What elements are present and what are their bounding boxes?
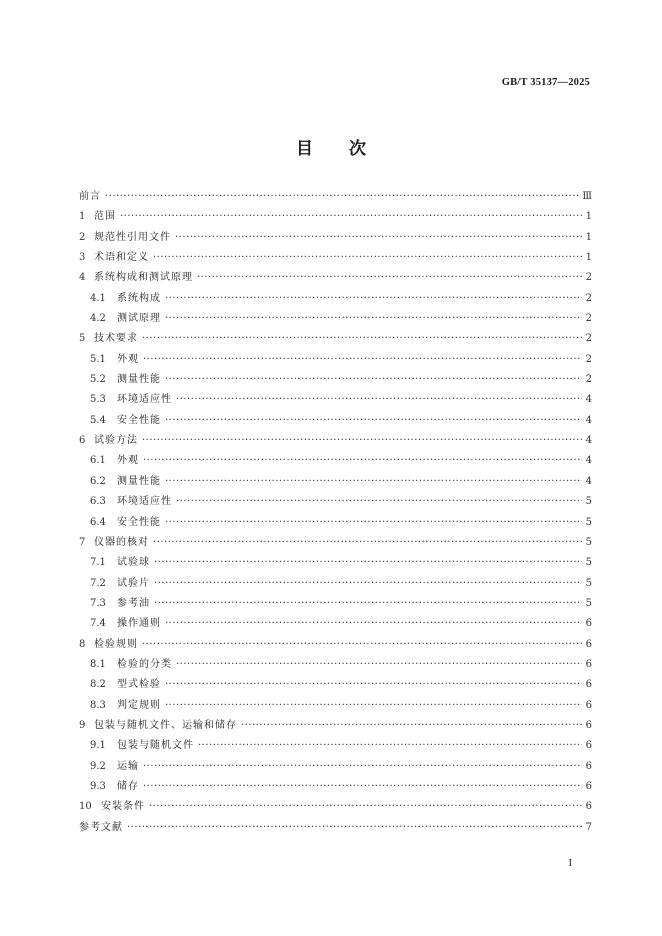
toc-entry-number: 8 — [79, 638, 86, 650]
toc-entry[interactable] — [79, 736, 592, 756]
toc-entry-label: 仪器的核对 — [94, 536, 149, 548]
toc-entry[interactable] — [79, 594, 592, 614]
toc-entry-label: 储存 — [117, 780, 139, 792]
toc-entry-page: 4 — [585, 455, 592, 467]
toc-entry-label: 包装与随机文件 — [117, 740, 194, 752]
toc-entry-page: 6 — [585, 780, 592, 792]
toc-entry-number: 6.4 — [90, 516, 106, 528]
toc-entry-page: 6 — [585, 760, 592, 772]
toc-entry[interactable] — [79, 513, 592, 533]
toc-entry-page: 2 — [585, 333, 592, 345]
toc-entry-label: 判定规则 — [117, 699, 161, 711]
toc-entry-label: 系统构成和测试原理 — [94, 272, 193, 284]
toc-entry-page: 4 — [585, 394, 592, 406]
toc-dot-leader — [142, 635, 582, 655]
toc-entry[interactable] — [79, 553, 592, 573]
table-of-contents — [79, 187, 592, 838]
toc-entry-page: 5 — [585, 557, 592, 569]
toc-entry-page: 2 — [585, 353, 592, 365]
toc-entry-label: 术语和定义 — [94, 252, 149, 264]
toc-entry-label: 规范性引用文件 — [94, 231, 171, 243]
toc-entry[interactable] — [79, 350, 592, 370]
toc-dot-leader — [165, 289, 582, 309]
toc-dot-leader — [241, 716, 582, 736]
toc-entry-number: 4 — [79, 272, 86, 284]
toc-entry-page: 5 — [585, 597, 592, 609]
toc-dot-leader — [176, 492, 582, 512]
toc-entry-number: 6 — [79, 435, 86, 447]
toc-entry-number: 2 — [79, 231, 86, 243]
toc-entry-page: 6 — [585, 801, 592, 813]
toc-entry-number: 6.2 — [90, 475, 106, 487]
toc-entry-number: 7.2 — [90, 577, 106, 589]
toc-dot-leader — [143, 451, 582, 471]
toc-entry-number: 6.1 — [90, 455, 106, 467]
toc-dot-leader — [142, 431, 582, 451]
toc-entry-page: 6 — [585, 740, 592, 752]
toc-entry-label: 试验方法 — [94, 435, 138, 447]
toc-entry[interactable] — [79, 248, 592, 268]
toc-entry-number: 5 — [79, 333, 86, 345]
toc-dot-leader — [153, 248, 582, 268]
toc-entry-label: 外观 — [117, 455, 139, 467]
toc-entry-page: 6 — [585, 618, 592, 630]
standard-number: GB/T 35137—2025 — [501, 77, 590, 88]
toc-entry-number: 3 — [79, 252, 86, 264]
toc-entry-page: 6 — [585, 658, 592, 670]
toc-entry[interactable] — [79, 675, 592, 695]
toc-entry[interactable] — [79, 268, 592, 288]
toc-entry-label: 试验片 — [117, 577, 150, 589]
toc-entry-label: 安全性能 — [117, 516, 161, 528]
toc-entry[interactable] — [79, 818, 592, 838]
toc-dot-leader — [142, 329, 582, 349]
toc-entry-number: 6.3 — [90, 496, 106, 508]
toc-entry-label: 运输 — [117, 760, 139, 772]
toc-entry-number: 1 — [79, 211, 86, 223]
toc-dot-leader — [105, 187, 580, 207]
toc-entry-page: 2 — [585, 374, 592, 386]
toc-entry-label: 参考文献 — [79, 821, 123, 833]
toc-entry[interactable] — [79, 635, 592, 655]
toc-entry-number: 4.1 — [90, 292, 106, 304]
toc-dot-leader — [153, 533, 582, 553]
toc-entry[interactable] — [79, 370, 592, 390]
toc-entry-page: 4 — [585, 435, 592, 447]
toc-entry-number: 5.2 — [90, 374, 106, 386]
toc-entry-label: 环境适应性 — [117, 496, 172, 508]
toc-entry-number: 9.2 — [90, 760, 106, 772]
toc-dot-leader — [176, 390, 582, 410]
toc-dot-leader — [165, 309, 582, 329]
toc-entry[interactable] — [79, 574, 592, 594]
toc-dot-leader — [198, 736, 582, 756]
toc-entry-label: 前言 — [79, 191, 101, 202]
toc-entry-page: 1 — [585, 211, 592, 223]
toc-dot-leader — [127, 818, 582, 838]
toc-entry-number: 8.3 — [90, 699, 106, 711]
toc-entry-page: 1 — [585, 231, 592, 243]
toc-entry-number: 7.1 — [90, 557, 106, 569]
toc-entry-label: 外观 — [117, 353, 139, 365]
toc-entry-page: 7 — [585, 821, 592, 833]
toc-entry-label: 系统构成 — [117, 292, 161, 304]
toc-dot-leader — [175, 228, 582, 248]
toc-entry-number: 8.1 — [90, 658, 106, 670]
toc-entry-page: 5 — [585, 496, 592, 508]
toc-entry-label: 操作通则 — [117, 618, 161, 630]
toc-entry-page: 6 — [585, 699, 592, 711]
toc-entry-number: 5.4 — [90, 414, 106, 426]
toc-entry[interactable] — [79, 309, 592, 329]
toc-entry[interactable] — [79, 533, 592, 553]
toc-entry-label: 技术要求 — [94, 333, 138, 345]
toc-entry[interactable] — [79, 451, 592, 471]
toc-entry-number: 7.3 — [90, 597, 106, 609]
toc-entry-number: 9 — [79, 719, 86, 731]
toc-entry-label: 参考油 — [117, 597, 150, 609]
toc-entry-label: 范围 — [94, 211, 116, 223]
toc-entry[interactable] — [79, 696, 592, 716]
toc-entry-page: 2 — [585, 313, 592, 325]
toc-entry-label: 测量性能 — [117, 374, 161, 386]
toc-entry-label: 试验球 — [117, 557, 150, 569]
toc-entry-page: 4 — [585, 475, 592, 487]
toc-entry-label: 环境适应性 — [117, 394, 172, 406]
toc-entry-page: 5 — [585, 577, 592, 589]
toc-entry[interactable] — [79, 655, 592, 675]
toc-dot-leader — [120, 207, 582, 227]
toc-entry-number: 7 — [79, 536, 86, 548]
toc-entry-number: 10 — [79, 801, 92, 813]
toc-entry[interactable] — [79, 411, 592, 431]
toc-entry[interactable] — [79, 492, 592, 512]
toc-entry-number: 4.2 — [90, 313, 106, 325]
toc-entry[interactable] — [79, 207, 592, 227]
toc-entry-number: 9.3 — [90, 780, 106, 792]
toc-dot-leader — [154, 574, 582, 594]
toc-entry[interactable] — [79, 614, 592, 634]
toc-entry-label: 型式检验 — [117, 679, 161, 691]
toc-entry-page: Ⅲ — [582, 191, 592, 202]
toc-entry[interactable] — [79, 228, 592, 248]
toc-dot-leader — [149, 797, 582, 817]
toc-entry[interactable] — [79, 390, 592, 410]
toc-entry-page: 6 — [585, 719, 592, 731]
toc-entry[interactable] — [79, 716, 592, 736]
toc-dot-leader — [197, 268, 582, 288]
toc-entry-page: 4 — [585, 414, 592, 426]
toc-dot-leader — [165, 472, 582, 492]
toc-dot-leader — [154, 553, 582, 573]
toc-dot-leader — [165, 675, 582, 695]
toc-entry[interactable] — [79, 797, 592, 817]
toc-entry-number: 7.4 — [90, 618, 106, 630]
toc-entry[interactable] — [79, 431, 592, 451]
toc-dot-leader — [165, 411, 582, 431]
toc-entry[interactable] — [79, 289, 592, 309]
toc-entry-page: 6 — [585, 679, 592, 691]
toc-entry-number: 9.1 — [90, 740, 106, 752]
toc-dot-leader — [143, 777, 582, 797]
toc-dot-leader — [154, 594, 582, 614]
page-number: I — [568, 858, 572, 869]
toc-entry-page: 5 — [585, 516, 592, 528]
toc-dot-leader — [176, 655, 582, 675]
toc-dot-leader — [165, 513, 582, 533]
toc-entry-number: 5.1 — [90, 353, 106, 365]
toc-dot-leader — [143, 757, 582, 777]
toc-dot-leader — [143, 350, 582, 370]
toc-entry-page: 6 — [585, 638, 592, 650]
page-title: 目次 — [296, 139, 402, 159]
toc-entry-label: 检验规则 — [94, 638, 138, 650]
toc-entry-label: 测量性能 — [117, 475, 161, 487]
toc-dot-leader — [165, 696, 582, 716]
toc-dot-leader — [165, 614, 582, 634]
toc-entry-label: 测试原理 — [117, 313, 161, 325]
toc-entry-page: 2 — [585, 292, 592, 304]
toc-entry[interactable] — [79, 329, 592, 349]
toc-entry[interactable] — [79, 187, 592, 207]
toc-entry-label: 安全性能 — [117, 414, 161, 426]
toc-entry-page: 2 — [585, 272, 592, 284]
toc-entry[interactable] — [79, 472, 592, 492]
toc-entry-label: 安装条件 — [101, 801, 145, 813]
toc-entry-label: 检验的分类 — [117, 658, 172, 670]
toc-entry-page: 5 — [585, 536, 592, 548]
toc-entry-page: 1 — [585, 252, 592, 264]
toc-entry[interactable] — [79, 757, 592, 777]
toc-entry-label: 包装与随机文件、运输和储存 — [94, 719, 237, 731]
toc-dot-leader — [165, 370, 582, 390]
toc-entry-number: 5.3 — [90, 394, 106, 406]
toc-entry[interactable] — [79, 777, 592, 797]
toc-entry-number: 8.2 — [90, 679, 106, 691]
